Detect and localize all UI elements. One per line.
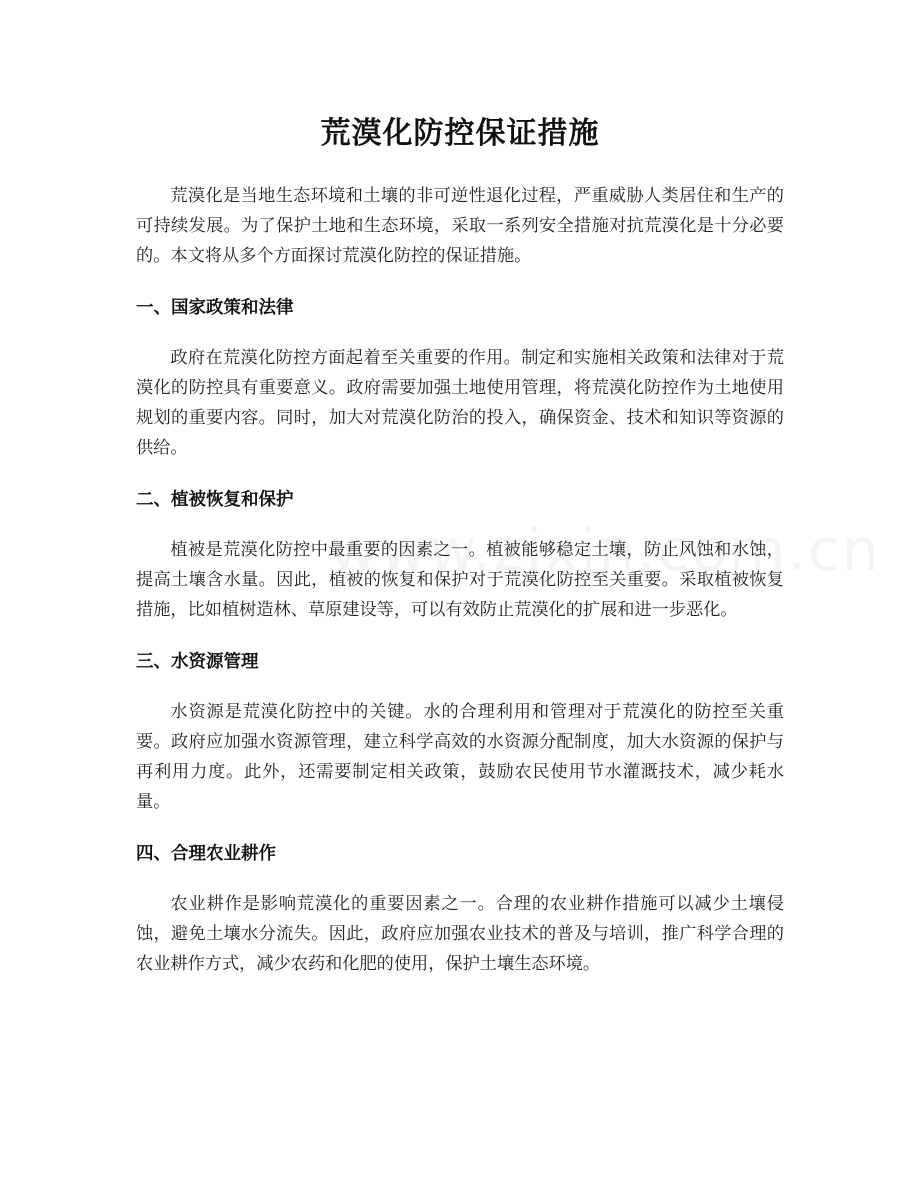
section-heading-agriculture: 四、合理农业耕作 [136,844,276,864]
section-paragraph-agriculture: 农业耕作是影响荒漠化的重要因素之一。合理的农业耕作措施可以减少土壤侵蚀，避免土壤水分流失。因此，政府应加强农业技术的普及与培训，推广科学合理的农业耕作方式，减少农药和化肥的使用，保护土壤生态环境。 [136,894,784,974]
section-paragraph-vegetation: 植被是荒漠化防控中最重要的因素之一。植被能够稳定土壤，防止风蚀和水蚀，提高土壤含水量。因此，植被的恢复和保护对于荒漠化防控至关重要。采取植被恢复措施，比如植树造林、草原建设等，可以有效防止荒漠化的扩展和进一步恶化。 [136,540,784,620]
section-heading-policy: 一、国家政策和法律 [136,298,294,318]
section-heading-water: 三、水资源管理 [136,652,259,672]
document-title: 荒漠化防控保证措施 [320,116,600,151]
intro-paragraph: 荒漠化是当地生态环境和土壤的非可逆性退化过程，严重威胁人类居住和生产的可持续发展。为了保护土地和生态环境，采取一系列安全措施对抗荒漠化是十分必要的。本文将从多个方面探讨荒漠化防控的保证措施。 [136,186,784,266]
document-body [136,181,784,979]
section-heading-vegetation: 二、植被恢复和保护 [136,490,294,510]
section-paragraph-water: 水资源是荒漠化防控中的关键。水的合理利用和管理对于荒漠化的防控至关重要。政府应加强水资源管理，建立科学高效的水资源分配制度，加大水资源的保护与再利用力度。此外，还需要制定相关政策，鼓励农民使用节水灌溉技术，减少耗水量。 [136,702,784,812]
section-paragraph-policy: 政府在荒漠化防控方面起着至关重要的作用。制定和实施相关政策和法律对于荒漠化的防控具有重要意义。政府需要加强土地使用管理，将荒漠化防控作为土地使用规划的重要内容。同时，加大对荒漠化防治的投入，确保资金、技术和知识等资源的供给。 [136,348,784,458]
